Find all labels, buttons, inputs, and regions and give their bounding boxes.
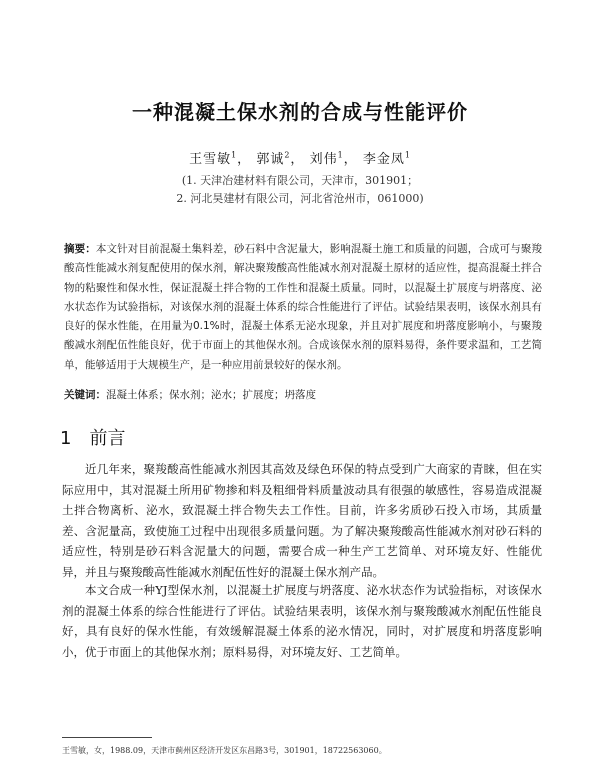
affiliation-line: 2. 河北昊建材有限公司，河北省沧州市，061000) xyxy=(176,192,424,205)
author-name: 李金凤 xyxy=(362,152,405,167)
abstract-label: 摘要： xyxy=(64,243,96,255)
footnote-rule xyxy=(62,737,152,738)
author-list: 王雪敏$^1$， 郭诚$^2$， 刘伟$^1$， 李金凤$^1$ xyxy=(189,150,411,167)
section-heading xyxy=(60,424,125,450)
keywords xyxy=(64,387,542,402)
section-number: 1 xyxy=(60,428,72,449)
author-name: 郭诚 xyxy=(256,152,285,167)
keywords-label: 关键词： xyxy=(64,389,106,401)
abstract-text: 本文针对目前混凝土集料差，砂石料中含泥量大，影响混凝土施工和质量的问题，合成可与聚羧酸高性能减水剂复配使用的保水剂，解决聚羧酸高性能减水剂对混凝土原材的适应性，提高混凝土拌合物的粘聚性和保水性，保证混凝土拌合物的工作性和混凝土质量。同时，以混凝土扩展度与坍落度、泌水状态作为试验指标，对该保水剂的混凝土体系的综合性能进行了评估。试验结果表明，该保水剂具有良好的保水性能，在用量为0.1%时，混凝土体系无泌水现象，并且对扩展度和坍落度影响小，与聚羧酸减水剂配伍性能良好，优于市面上的其他保水剂。合成该保水剂的原料易得，条件要求温和，工艺简单，能够适用于大规模生产，是一种应用前景较好的保水剂。 xyxy=(64,243,542,371)
author-affiliation-mark: 1 xyxy=(231,150,238,160)
body-paragraph: 本文合成一种YJ型保水剂，以混凝土扩展度与坍落度、泌水状态作为试验指标，对该保水剂的混凝土体系的综合性能进行了评估。试验结果表明，该保水剂与聚羧酸减水剂配伍性能良好，具有良好的保水性能，有效缓解混凝土体系的泌水情况，同时，对扩展度和坍落度影响小，优于市面上的其他保水剂；原料易得，对环境友好、工艺简单。 xyxy=(62,583,542,659)
author-name: 刘伟 xyxy=(309,152,338,167)
keywords-text: 混凝土体系；保水剂；泌水；扩展度；坍落度 xyxy=(106,389,316,401)
section-title: 前言 xyxy=(89,428,126,449)
author-affiliation-mark: 2 xyxy=(284,150,291,160)
author-name: 王雪敏 xyxy=(189,152,232,167)
author-affiliation-mark: 1 xyxy=(404,150,411,160)
abstract xyxy=(64,240,542,375)
paper-title: 一种混凝土保水剂的合成与性能评价 xyxy=(132,100,468,124)
affiliation-line: (1. 天津冶建材料有限公司，天津市，301901； xyxy=(181,174,419,187)
author-affiliation-mark: 1 xyxy=(337,150,344,160)
footnote: 王雪敏，女，1988.09，天津市蓟州区经济开发区东昌路3号，301901，18722563060。 xyxy=(62,746,387,755)
body-paragraph: 近几年来，聚羧酸高性能减水剂因其高效及绿色环保的特点受到广大商家的青睐，但在实际应用中，其对混凝土所用矿物掺和料及粗细骨料质量波动具有很强的敏感性，容易造成混凝土拌合物离析、泌水，致混凝土拌合物失去工作性。目前，许多劣质砂石投入市场，其质量差、含泥量高，致使施工过程中出现很多质量问题。为了解决聚羧酸高性能减水剂对砂石料的适应性，特别是砂石料含泥量大的问题，需要合成一种生产工艺简单、对环境友好、性能优异，并且与聚羧酸高性能减水剂配伍性好的混凝土保水剂产品。 xyxy=(62,462,542,579)
